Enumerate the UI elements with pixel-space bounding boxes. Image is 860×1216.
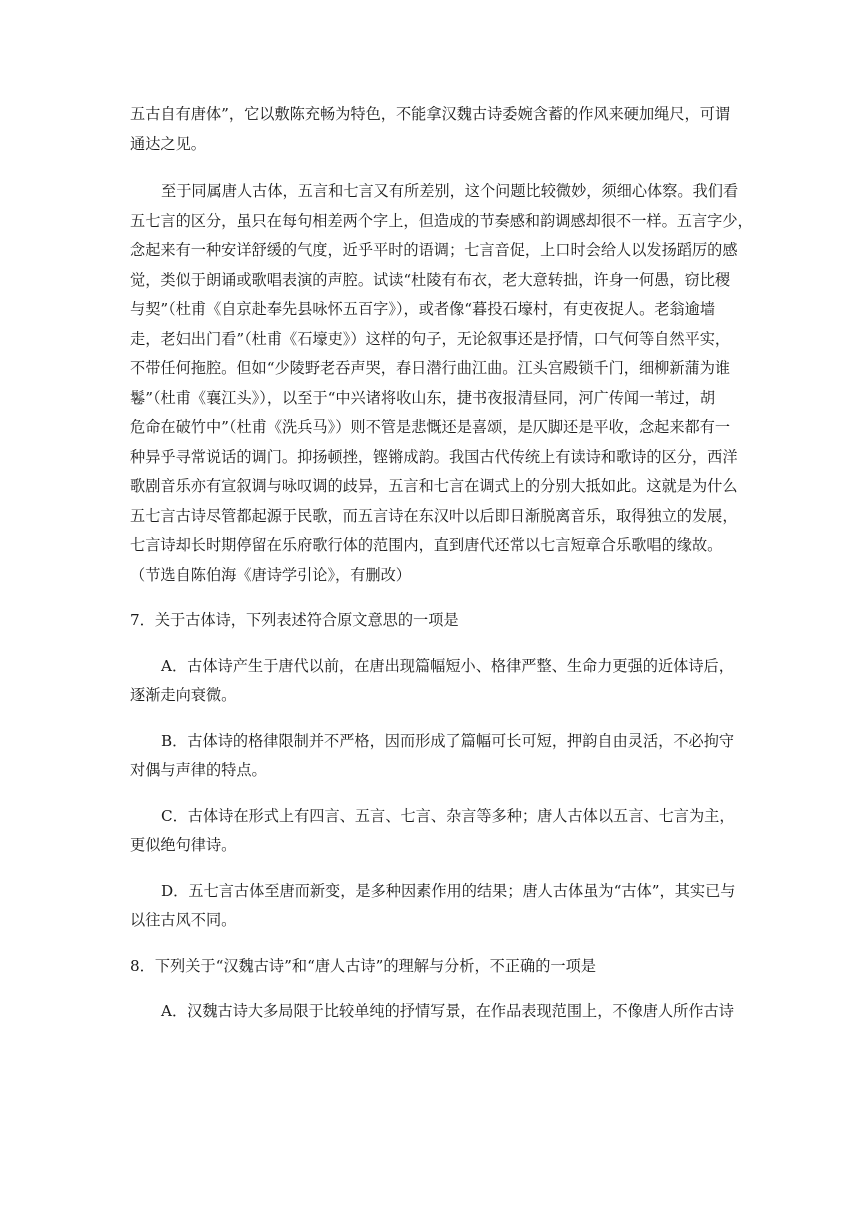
option-line: 更似绝句律诗。 bbox=[130, 836, 237, 854]
question-stem: 7．关于古体诗，下列表述符合原文意思的一项是 bbox=[130, 611, 459, 629]
text-line: 与契”（杜甫《自京赴奉先县咏怀五百字》），或者像“暮投石壕村，有吏夜捉人。老翁逾墙 bbox=[130, 300, 716, 318]
option-c bbox=[130, 802, 742, 861]
question-7 bbox=[130, 606, 742, 936]
text-line: 走，老妇出门看”（杜甫《石壕吏》）这样的句子，无论叙事还是抒情，口气何等自然平实， bbox=[130, 329, 731, 348]
option-line: 对偶与声律的特点。 bbox=[130, 761, 267, 779]
document-page bbox=[130, 100, 753, 1027]
question-8 bbox=[130, 952, 742, 1027]
text-line: 不带任何拖腔。但如“少陵野老吞声哭，春日潜行曲江曲。江头宫殿锁千门，细柳新蒲为谁 bbox=[130, 359, 731, 377]
option-line: 逐渐走向衰微。 bbox=[130, 686, 237, 704]
paragraph-body bbox=[130, 177, 753, 590]
text-line: 七言诗却长时期停留在乐府歌行体的范围内，直到唐代还常以七言短章合乐歌唱的缘故。 bbox=[130, 536, 723, 554]
text-line: 觉，类似于朗诵或歌唱表演的声腔。试读“杜陵有布衣，老大意转拙，许身一何愚，窃比稷 bbox=[130, 270, 731, 289]
source-citation: （节选自陈伯海《唐诗学引论》，有删改） bbox=[130, 565, 411, 584]
text-line: 危命在破竹中”（杜甫《洗兵马》）则不管是悲慨还是喜颂，是仄脚还是平收，念起来都有一 bbox=[130, 418, 731, 436]
text-line: 鬈”（杜甫《襄江头》），以至于“中兴诸将收山东，捷书夜报清昼同，河广传闻一苇过，胡 bbox=[130, 388, 716, 407]
option-a bbox=[130, 997, 742, 1027]
option-line: B．古体诗的格律限制并不严格，因而形成了篇幅可长可短，押韵自由灵活，不必拘守 bbox=[161, 731, 735, 750]
text-line: 通达之见。 bbox=[130, 134, 206, 153]
text-line: 五七言的区分，虽只在每句相差两个字上，但造成的节奏感和韵调感却很不一样。五言字少， bbox=[130, 211, 753, 230]
text-line: 五七言古诗尽管都起源于民歌，而五言诗在东汉叶以后即日渐脱离音乐，取得独立的发展， bbox=[130, 506, 738, 525]
option-line: A．汉魏古诗大多局限于比较单纯的抒情写景，在作品表现范围上，不像唐人所作古诗 bbox=[161, 1002, 734, 1020]
option-line: A．古体诗产生于唐代以前，在唐出现篇幅短小、格律严整、生命力更强的近体诗后， bbox=[161, 656, 734, 675]
option-line: C．古体诗在形式上有四言、五言、七言、杂言等多种；唐人古体以五言、七言为主， bbox=[161, 806, 735, 825]
option-a bbox=[130, 652, 742, 711]
question-stem: 8．下列关于“汉魏古诗”和“唐人古诗”的理解与分析，不正确的一项是 bbox=[130, 956, 596, 975]
text-line: 五古自有唐体”，它以敷陈充畅为特色，不能拿汉魏古诗委婉含蓄的作风来硬加绳尺，可谓 bbox=[130, 105, 731, 123]
option-line: D．五七言古体至唐而新变，是多种因素作用的结果；唐人古体虽为“古体”，其实已与 bbox=[161, 881, 736, 900]
text-line: 至于同属唐人古体，五言和七言又有所差别，这个问题比较微妙，须细心体察。我们看 bbox=[161, 182, 739, 200]
text-line: 歌剧音乐亦有宣叙调与咏叹调的歧异，五言和七言在调式上的分别大抵如此。这就是为什么 bbox=[130, 477, 738, 495]
option-b bbox=[130, 727, 742, 786]
text-line: 念起来有一种安详舒缓的气度，近乎平时的语调；七言音促，上口时会给人以发扬蹈厉的感 bbox=[130, 241, 738, 259]
option-line: 以往古风不同。 bbox=[130, 911, 237, 929]
option-d bbox=[130, 877, 742, 936]
text-line: 种异乎寻常说话的调门。抑扬顿挫，铿锵成韵。我国古代传统上有读诗和歌诗的区分，西洋 bbox=[130, 447, 738, 466]
paragraph-intro bbox=[130, 100, 742, 159]
